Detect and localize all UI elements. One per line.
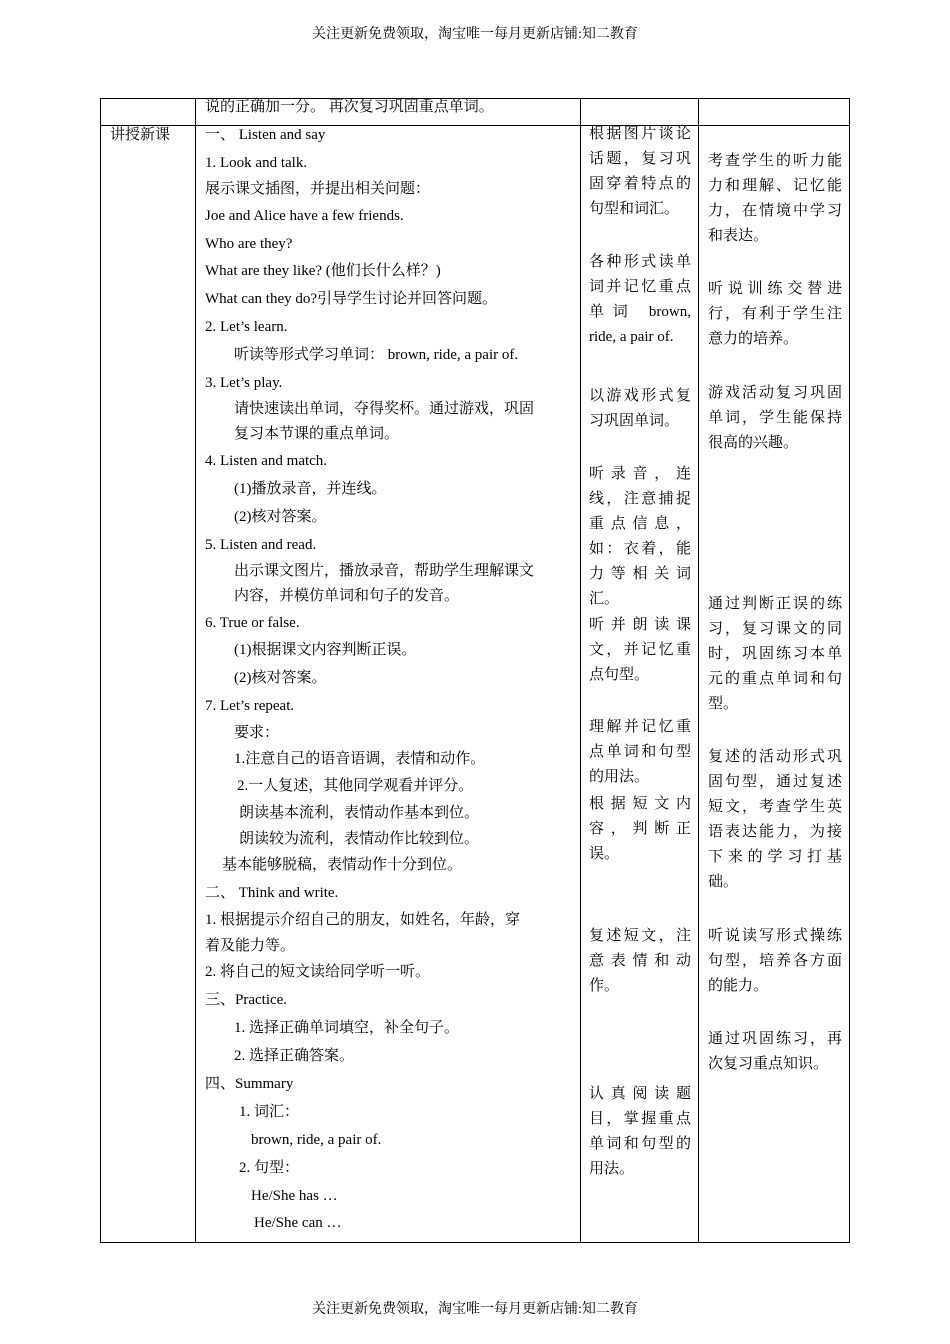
activity-paragraph: 复述短文，注意表情和动作。 — [589, 928, 691, 994]
step-text: Who are they? — [205, 236, 293, 252]
page-header: 关注更新免费领取，淘宝唯一每月更新店铺:知二教育 — [312, 27, 638, 42]
step-text: 1. 词汇： — [239, 1104, 300, 1120]
activity-paragraph: 各种形式读单词并记忆重点单词 brown, ride, a pair of. — [589, 254, 691, 345]
step-text: 出示课文图片，播放录音，帮助学生理解课文 — [234, 563, 535, 579]
step-heading: 1. Look and talk. — [205, 155, 308, 171]
step-text: 展示课文插图，并提出相关问题： — [205, 181, 431, 197]
top-row-content: 说的正确加一分。 再次复习巩固重点单词。 — [205, 99, 494, 115]
step-text: 着及能力等。 — [205, 938, 296, 954]
step-text: 2.一人复述，其他同学观看并评分。 — [237, 778, 474, 794]
step-heading: 7. Let’s repeat. — [205, 698, 295, 714]
step-text: 2. 句型： — [239, 1160, 300, 1176]
step-text: 要求： — [234, 725, 280, 741]
step-text: (2)核对答案。 — [234, 509, 327, 525]
step-text: Joe and Alice have a few friends. — [205, 208, 404, 224]
step-text: 2. 选择正确答案。 — [234, 1048, 355, 1064]
section-heading: 一、 Listen and say — [205, 127, 326, 143]
step-text: He/She can … — [254, 1215, 342, 1231]
step-text: 1. 选择正确单词填空，补全句子。 — [234, 1020, 460, 1036]
step-text: (1)根据课文内容判断正误。 — [234, 642, 417, 658]
step-text: 基本能够脱稿，表情动作十分到位。 — [222, 857, 463, 873]
intent-paragraph: 听说训练交替进行，有利于学生注意力的培养。 — [708, 281, 842, 347]
column-divider — [698, 98, 699, 1243]
section-heading: 二、 Think and write. — [205, 885, 339, 901]
activity-paragraph: 认真阅读题目，掌握重点单词和句型的用法。 — [589, 1086, 691, 1177]
section-heading: 四、Summary — [205, 1076, 294, 1092]
step-text: 1.注意自己的语音语调，表情和动作。 — [234, 751, 486, 767]
activity-paragraph: 根据短文内容，判断正误。 — [589, 796, 691, 862]
intent-paragraph: 考查学生的听力能力和理解、记忆能力，在情境中学习和表达。 — [708, 153, 842, 244]
activity-paragraph: 根据图片谈论话题，复习巩固穿着特点的句型和词汇。 — [589, 126, 691, 217]
step-text: What can they do?引导学生讨论并回答问题。 — [205, 291, 498, 307]
activity-paragraph: 听并朗读课文，并记忆重点句型。 — [589, 617, 691, 683]
step-text: 听读等形式学习单词： brown, ride, a pair of. — [234, 347, 519, 363]
intent-paragraph: 游戏活动复习巩固单词，学生能保持很高的兴趣。 — [708, 385, 842, 451]
step-heading: 4. Listen and match. — [205, 453, 328, 469]
step-text: (1)播放录音，并连线。 — [234, 481, 387, 497]
stage-label: 讲授新课 — [110, 127, 171, 143]
intent-paragraph: 听说读写形式操练句型，培养各方面的能力。 — [708, 928, 842, 994]
column-divider — [580, 98, 581, 1243]
table-border-left — [100, 98, 101, 1243]
step-text: 朗读基本流利，表情动作基本到位。 — [239, 805, 480, 821]
intent-paragraph: 通过判断正误的练习，复习课文的同时，巩固练习本单元的重点单词和句型。 — [708, 596, 842, 712]
step-text: 朗读较为流利，表情动作比较到位。 — [239, 831, 480, 847]
column-divider — [195, 98, 196, 1243]
activity-paragraph: 以游戏形式复习巩固单词。 — [589, 388, 691, 429]
table-border-right — [849, 98, 850, 1243]
step-text: What are they like? (他们长什么样？) — [205, 263, 441, 279]
page-footer: 关注更新免费领取，淘宝唯一每月更新店铺:知二教育 — [312, 1302, 638, 1317]
activity-paragraph: 理解并记忆重点单词和句型的用法。 — [589, 719, 691, 785]
step-text: (2)核对答案。 — [234, 670, 327, 686]
step-heading: 2. Let’s learn. — [205, 319, 288, 335]
step-text: He/She has … — [251, 1188, 338, 1204]
step-text: 2. 将自己的短文读给同学听一听。 — [205, 964, 431, 980]
lesson-plan-table — [100, 98, 850, 1243]
section-heading: 三、Practice. — [205, 992, 288, 1008]
step-heading: 5. Listen and read. — [205, 537, 317, 553]
step-text: 复习本节课的重点单词。 — [234, 426, 400, 442]
step-heading: 6. True or false. — [205, 615, 300, 631]
activity-paragraph: 听录音，连线，注意捕捉重点信息，如：衣着，能力等相关词汇。 — [589, 466, 691, 607]
step-text: 内容，并模仿单词和句子的发音。 — [234, 588, 460, 604]
step-text: 请快速读出单词，夺得奖杯。通过游戏，巩固 — [234, 401, 535, 417]
intent-paragraph: 通过巩固练习，再次复习重点知识。 — [708, 1031, 842, 1072]
intent-paragraph: 复述的活动形式巩固句型，通过复述短文，考查学生英语表达能力，为接下来的学习打基础。 — [708, 749, 842, 890]
step-heading: 3. Let’s play. — [205, 375, 283, 391]
table-border-bottom — [100, 1242, 850, 1243]
step-text: brown, ride, a pair of. — [251, 1132, 382, 1148]
step-text: 1. 根据提示介绍自己的朋友，如姓名，年龄，穿 — [205, 912, 521, 928]
